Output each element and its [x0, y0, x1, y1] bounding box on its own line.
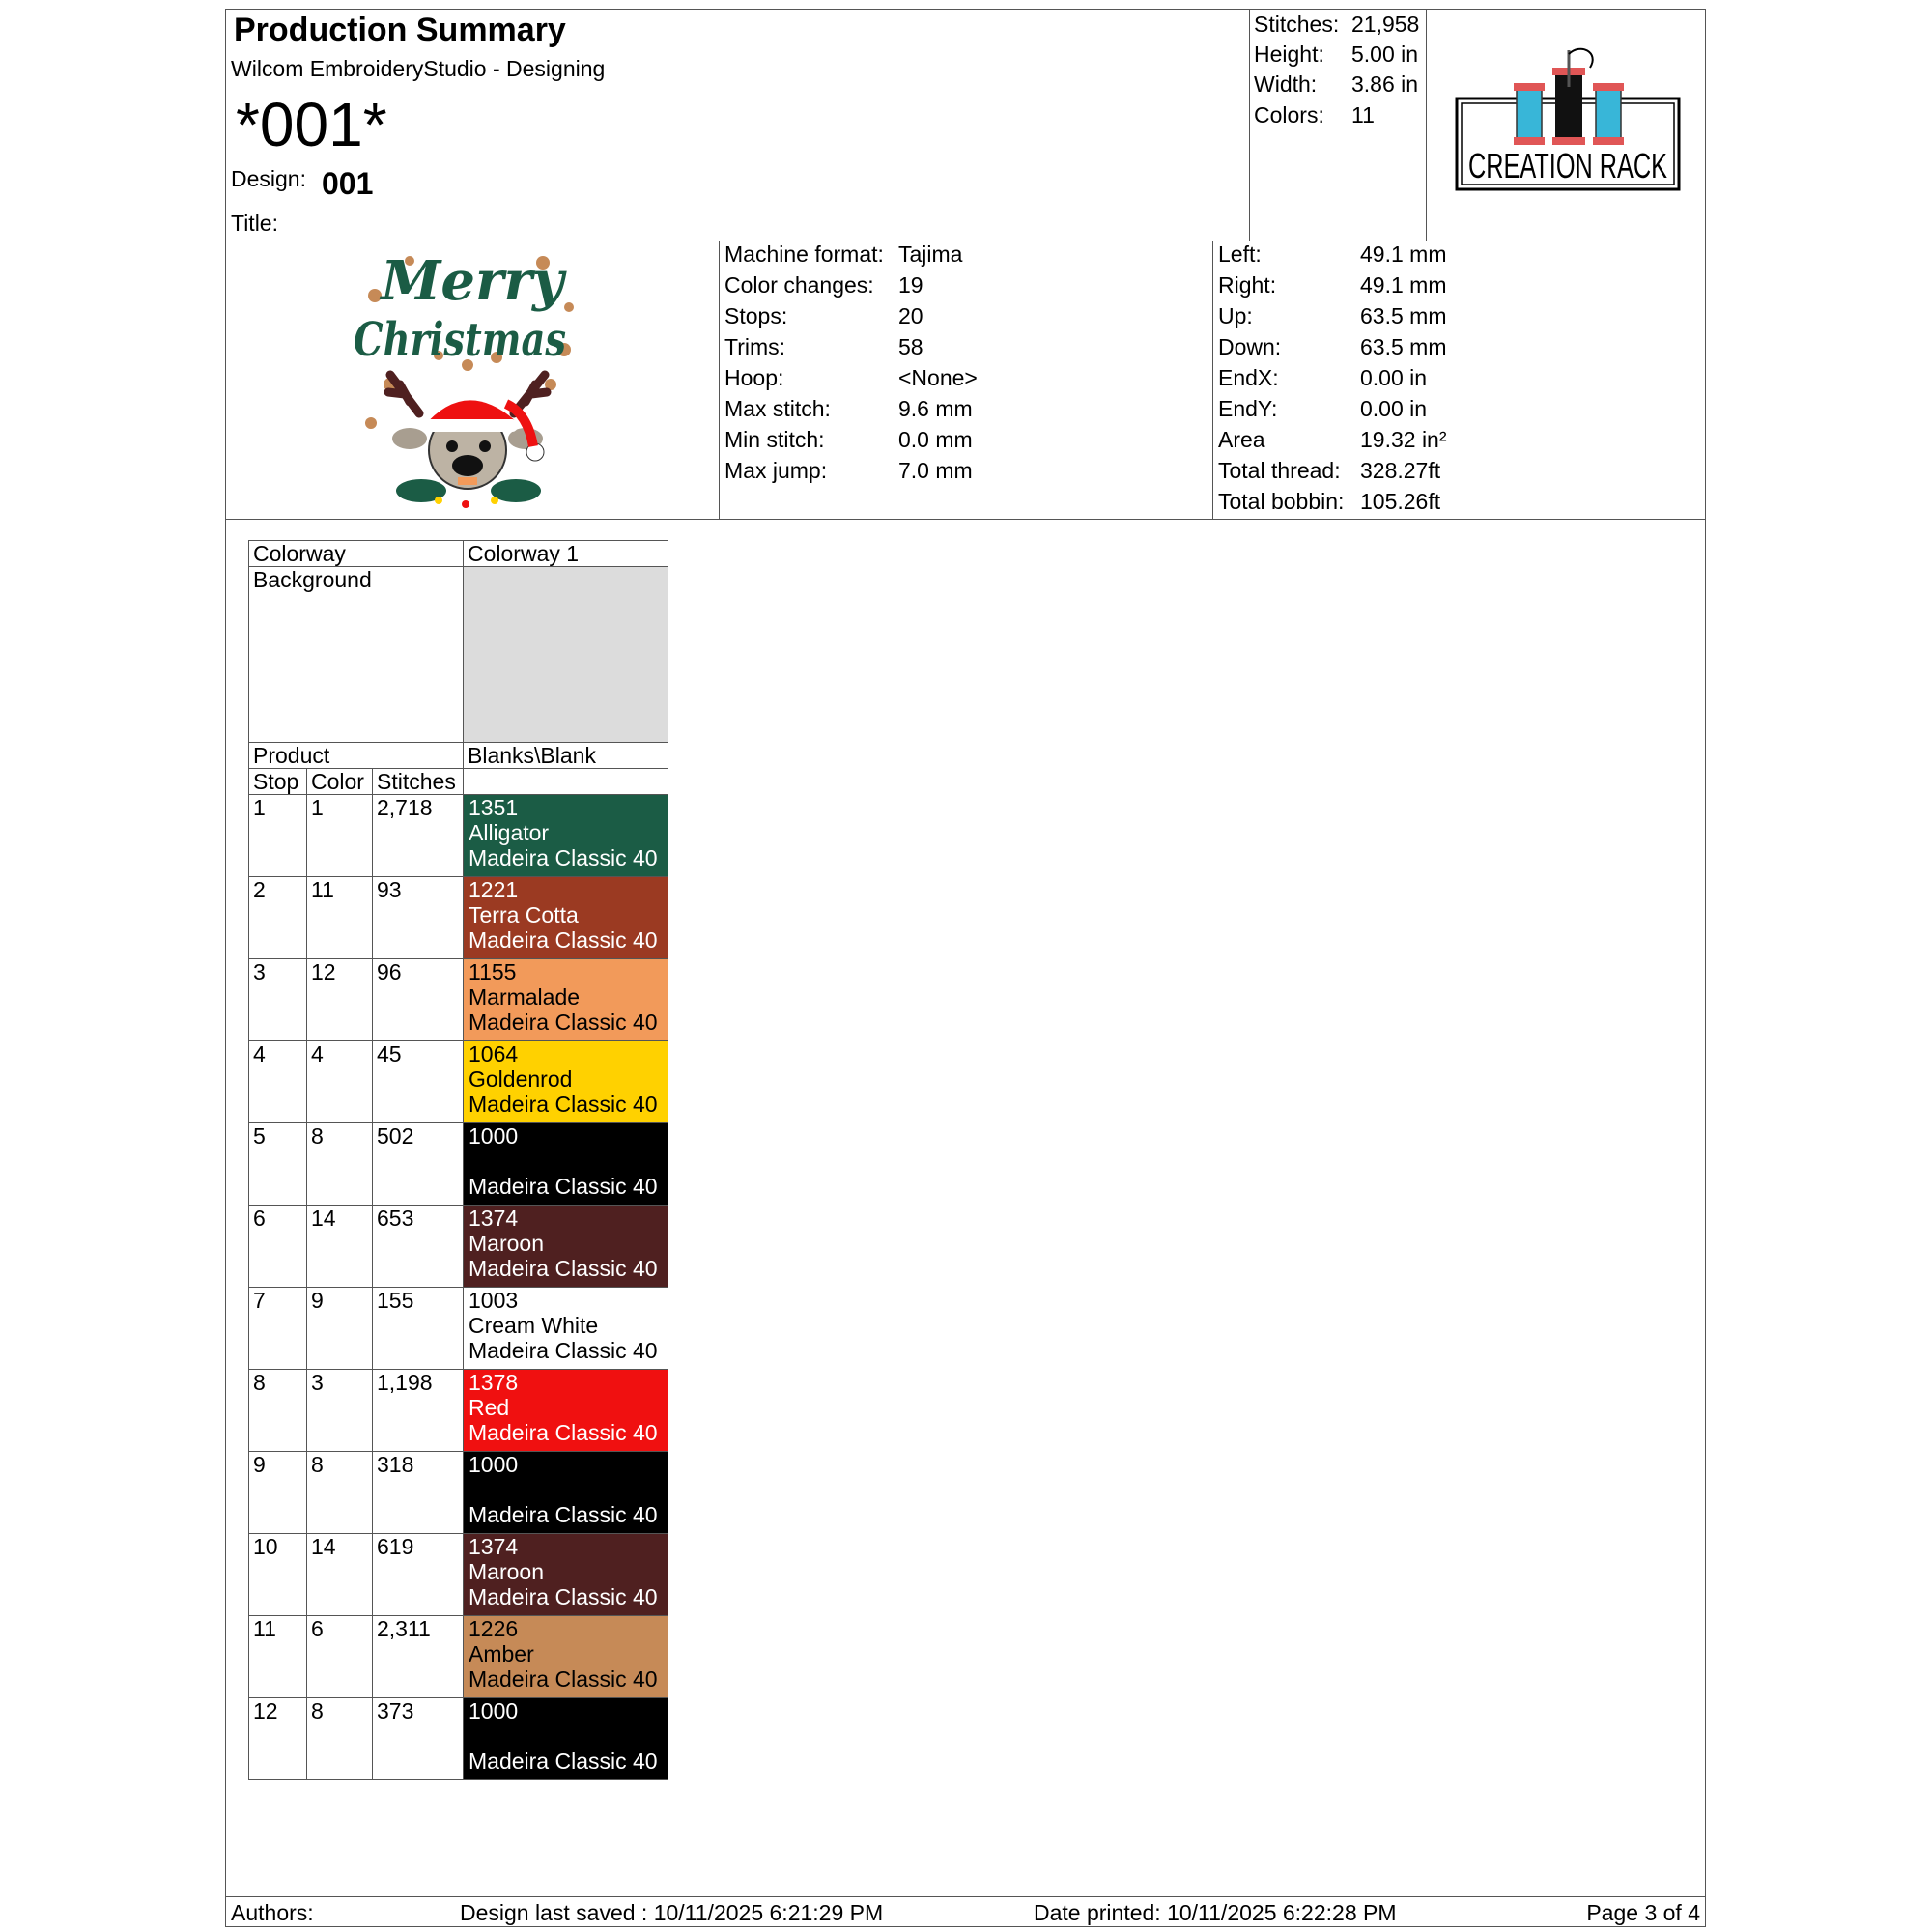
- thread-code: 1226: [469, 1616, 519, 1641]
- machine-info-value: 20: [898, 303, 923, 328]
- stitches-cell: 93: [373, 877, 464, 959]
- machine-info-value: 0.0 mm: [898, 427, 973, 452]
- thread-brand: Madeira Classic 40: [469, 1502, 658, 1527]
- stop-cell: 12: [249, 1698, 307, 1780]
- stitches-cell: 373: [373, 1698, 464, 1780]
- table-row: [249, 1288, 668, 1370]
- column-header-color: Color: [307, 769, 373, 795]
- preview-text-merry: Merry: [381, 249, 564, 313]
- extent-value: 0.00 in: [1360, 365, 1428, 390]
- color-cell: 14: [307, 1206, 373, 1288]
- color-cell: 8: [307, 1452, 373, 1534]
- stat-label: Colors:: [1254, 102, 1324, 128]
- design-barcode-name: *001*: [236, 90, 387, 159]
- stop-cell: 6: [249, 1206, 307, 1288]
- colorway-table: [248, 540, 668, 1780]
- machine-info-value: 19: [898, 272, 923, 298]
- thread-cell: [464, 1534, 668, 1616]
- color-cell: 3: [307, 1370, 373, 1452]
- machine-info-label: Stops:: [724, 303, 788, 328]
- thread-cell: [464, 1452, 668, 1534]
- thread-name: [469, 1723, 663, 1748]
- preview-text-christmas: Christmas: [354, 313, 566, 367]
- stat-value: 5.00 in: [1351, 42, 1419, 67]
- color-cell: 6: [307, 1616, 373, 1698]
- color-cell: 1: [307, 795, 373, 877]
- machine-info-value: 58: [898, 334, 923, 359]
- machine-info: [719, 242, 1213, 519]
- thread-code: 1374: [469, 1534, 519, 1559]
- thread-brand: Madeira Classic 40: [469, 1092, 658, 1117]
- extent-label: EndY:: [1218, 396, 1278, 421]
- extent-label: Area: [1218, 427, 1265, 452]
- design-preview: [352, 249, 593, 515]
- stop-cell: 9: [249, 1452, 307, 1534]
- design-info: [226, 242, 1705, 520]
- thread-cell: [464, 1206, 668, 1288]
- extent-label: Total bobbin:: [1218, 489, 1345, 514]
- table-row: [249, 1452, 668, 1534]
- thread-code: 1221: [469, 877, 519, 902]
- color-cell: 8: [307, 1123, 373, 1206]
- stop-cell: 7: [249, 1288, 307, 1370]
- stop-cell: 1: [249, 795, 307, 877]
- thread-cell: [464, 795, 668, 877]
- table-row: [249, 1206, 668, 1288]
- extent-label: Total thread:: [1218, 458, 1341, 483]
- background-swatch: [464, 567, 668, 743]
- thread-brand: Madeira Classic 40: [469, 1666, 658, 1691]
- thread-code: 1003: [469, 1288, 519, 1313]
- stop-cell: 2: [249, 877, 307, 959]
- table-row: [249, 877, 668, 959]
- extent-value: 328.27ft: [1360, 458, 1441, 483]
- thread-code: 1000: [469, 1452, 519, 1477]
- design-label: Design:: [231, 166, 306, 191]
- stitches-cell: 502: [373, 1123, 464, 1206]
- authors-label: Authors:: [231, 1900, 314, 1925]
- colorway-value: Colorway 1: [464, 541, 668, 567]
- extent-value: 63.5 mm: [1360, 334, 1447, 359]
- machine-info-label: Machine format:: [724, 242, 884, 267]
- extent-label: EndX:: [1218, 365, 1279, 390]
- product-value: Blanks\Blank: [464, 743, 668, 769]
- last-saved: Design last saved : 10/11/2025 6:21:29 PM: [460, 1900, 884, 1925]
- stat-value: 21,958: [1351, 12, 1420, 37]
- stat-label: Stitches:: [1254, 12, 1340, 37]
- thread-brand: Madeira Classic 40: [469, 1338, 658, 1363]
- table-row: [249, 1616, 668, 1698]
- stitches-cell: 2,718: [373, 795, 464, 877]
- page-title: Production Summary: [234, 12, 566, 48]
- extents-info: [1213, 242, 1600, 519]
- thread-cell: [464, 1616, 668, 1698]
- column-header-stitches: Stitches: [373, 769, 464, 795]
- machine-info-value: Tajima: [898, 242, 963, 267]
- color-cell: 11: [307, 877, 373, 959]
- thread-name: Maroon: [469, 1231, 544, 1256]
- machine-info-label: Min stitch:: [724, 427, 825, 452]
- thread-brand: Madeira Classic 40: [469, 1174, 658, 1199]
- thread-name: [469, 1477, 663, 1502]
- thread-name: Maroon: [469, 1559, 544, 1584]
- thread-cell: [464, 1288, 668, 1370]
- stop-cell: 10: [249, 1534, 307, 1616]
- thread-brand: Madeira Classic 40: [469, 1009, 658, 1035]
- background-label: Background: [249, 567, 464, 743]
- thread-name: Marmalade: [469, 984, 581, 1009]
- thread-name: Alligator: [469, 820, 550, 845]
- logo-text: CREATION RACK: [1468, 146, 1667, 185]
- thread-brand: Madeira Classic 40: [469, 1584, 658, 1609]
- thread-code: 1000: [469, 1698, 519, 1723]
- thread-cell: [464, 1123, 668, 1206]
- stop-cell: 4: [249, 1041, 307, 1123]
- column-header-stop: Stop: [249, 769, 307, 795]
- table-row: [249, 1123, 668, 1206]
- stop-cell: 5: [249, 1123, 307, 1206]
- thread-name: Cream White: [469, 1313, 599, 1338]
- stop-cell: 8: [249, 1370, 307, 1452]
- machine-info-value: 7.0 mm: [898, 458, 973, 483]
- machine-info-label: Color changes:: [724, 272, 874, 298]
- design-stats: [1249, 10, 1427, 241]
- page-number: Page 3 of 4: [1586, 1900, 1700, 1925]
- thread-cell: [464, 1370, 668, 1452]
- thread-code: 1378: [469, 1370, 519, 1395]
- machine-info-label: Trims:: [724, 334, 786, 359]
- thread-name: Terra Cotta: [469, 902, 579, 927]
- extent-label: Down:: [1218, 334, 1282, 359]
- stitches-cell: 96: [373, 959, 464, 1041]
- thread-brand: Madeira Classic 40: [469, 1256, 658, 1281]
- thread-cell: [464, 959, 668, 1041]
- thread-name: Amber: [469, 1641, 534, 1666]
- machine-info-label: Hoop:: [724, 365, 784, 390]
- stitches-cell: 653: [373, 1206, 464, 1288]
- summary-header: [226, 10, 1705, 242]
- table-row: [249, 1370, 668, 1452]
- table-header-row: [249, 769, 668, 795]
- color-cell: 4: [307, 1041, 373, 1123]
- color-cell: 9: [307, 1288, 373, 1370]
- stat-label: Width:: [1254, 71, 1318, 97]
- app-name: Wilcom EmbroideryStudio - Designing: [231, 56, 606, 81]
- color-cell: 8: [307, 1698, 373, 1780]
- extent-label: Right:: [1218, 272, 1277, 298]
- thread-brand: Madeira Classic 40: [469, 845, 658, 870]
- thread-brand: Madeira Classic 40: [469, 1420, 658, 1445]
- table-row: [249, 959, 668, 1041]
- stop-cell: 11: [249, 1616, 307, 1698]
- thread-code: 1351: [469, 795, 519, 820]
- page-footer: [226, 1896, 1705, 1927]
- extent-value: 19.32 in²: [1360, 427, 1447, 452]
- stitches-cell: 155: [373, 1288, 464, 1370]
- machine-info-label: Max jump:: [724, 458, 828, 483]
- table-row: [249, 795, 668, 877]
- stitches-cell: 2,311: [373, 1616, 464, 1698]
- date-printed: Date printed: 10/11/2025 6:22:28 PM: [1034, 1900, 1397, 1925]
- stitches-cell: 45: [373, 1041, 464, 1123]
- thread-name: Red: [469, 1395, 510, 1420]
- stat-value: 11: [1351, 102, 1375, 128]
- column-header-thread: [464, 769, 668, 795]
- extent-value: 0.00 in: [1360, 396, 1428, 421]
- thread-code: 1374: [469, 1206, 519, 1231]
- thread-cell: [464, 1041, 668, 1123]
- production-summary-page: [225, 9, 1706, 1927]
- extent-value: 63.5 mm: [1360, 303, 1447, 328]
- thread-brand: Madeira Classic 40: [469, 1748, 658, 1774]
- machine-info-label: Max stitch:: [724, 396, 831, 421]
- colorway-label: Colorway: [249, 541, 464, 567]
- stitches-cell: 619: [373, 1534, 464, 1616]
- stat-label: Height:: [1254, 42, 1324, 67]
- extent-value: 105.26ft: [1360, 489, 1441, 514]
- product-row: [249, 743, 668, 769]
- stitches-cell: 1,198: [373, 1370, 464, 1452]
- colorway-row: [249, 541, 668, 567]
- title-label: Title:: [231, 211, 278, 236]
- stop-cell: 3: [249, 959, 307, 1041]
- extent-value: 49.1 mm: [1360, 272, 1447, 298]
- reindeer-merry-christmas-design-icon: [352, 249, 593, 515]
- design-value: 001: [322, 166, 374, 201]
- machine-info-value: <None>: [898, 365, 978, 390]
- extent-label: Up:: [1218, 303, 1253, 328]
- color-cell: 12: [307, 959, 373, 1041]
- background-row: [249, 567, 668, 743]
- creation-rack-logo: [1455, 48, 1681, 203]
- table-row: [249, 1698, 668, 1780]
- thread-cell: [464, 877, 668, 959]
- thread-brand: Madeira Classic 40: [469, 927, 658, 952]
- color-cell: 14: [307, 1534, 373, 1616]
- thread-code: 1155: [469, 959, 517, 984]
- product-label: Product: [249, 743, 464, 769]
- thread-name: [469, 1149, 663, 1174]
- thread-cell: [464, 1698, 668, 1780]
- thread-code: 1000: [469, 1123, 519, 1149]
- thread-code: 1064: [469, 1041, 519, 1066]
- stat-value: 3.86 in: [1351, 71, 1419, 97]
- machine-info-value: 9.6 mm: [898, 396, 973, 421]
- extent-label: Left:: [1218, 242, 1262, 267]
- thread-name: Goldenrod: [469, 1066, 573, 1092]
- table-row: [249, 1041, 668, 1123]
- thread-spools-icon: [1455, 48, 1681, 203]
- stitches-cell: 318: [373, 1452, 464, 1534]
- extent-value: 49.1 mm: [1360, 242, 1447, 267]
- table-row: [249, 1534, 668, 1616]
